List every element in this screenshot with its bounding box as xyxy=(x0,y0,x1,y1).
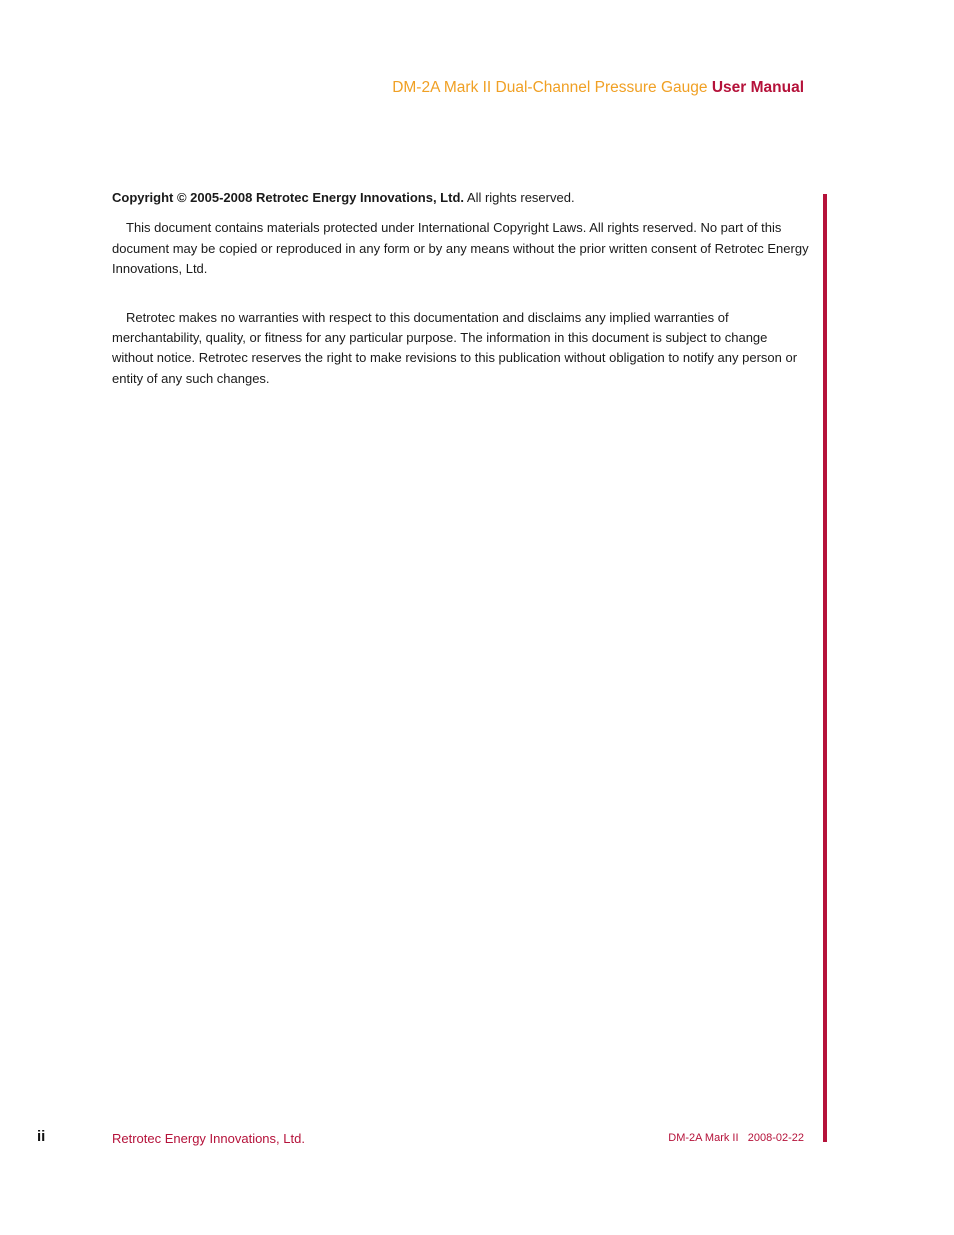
footer-doc-info xyxy=(668,1132,804,1144)
warranty-paragraph: Retrotec makes no warranties with respect to this documentation and disclaims any implied warranties of merchantability, quality, or fitness for any particular purpose. The information in this document is subject to change without notice. Retrotec reserves the right to make revisions to this publication without obligation to notify any person or entity of any such changes. xyxy=(112,309,798,386)
margin-rule xyxy=(823,194,827,1142)
footer-company: Retrotec Energy Innovations, Ltd. xyxy=(112,1131,305,1146)
header-manual-label: User Manual xyxy=(711,79,804,96)
document-body xyxy=(112,188,812,389)
page-header xyxy=(392,79,804,97)
copyright-bold: Copyright © 2005-2008 Retrotec Energy Innovations, Ltd. xyxy=(112,190,464,205)
header-product-title: DM-2A Mark II Dual-Channel Pressure Gauge xyxy=(392,79,708,96)
page-number: ii xyxy=(37,1128,46,1145)
copyright-line xyxy=(112,188,812,208)
footer-doc-model: DM-2A Mark II xyxy=(668,1132,739,1144)
copyright-paragraph: This document contains materials protected under International Copyright Laws. All rights reserved. No part of this document may be copied or reproduced in any form or by any means without the prior written consent of Retrotec Energy Innovations, Ltd. xyxy=(112,220,809,277)
footer-doc-date: 2008-02-22 xyxy=(747,1132,804,1144)
copyright-rest: All rights reserved. xyxy=(466,190,575,205)
